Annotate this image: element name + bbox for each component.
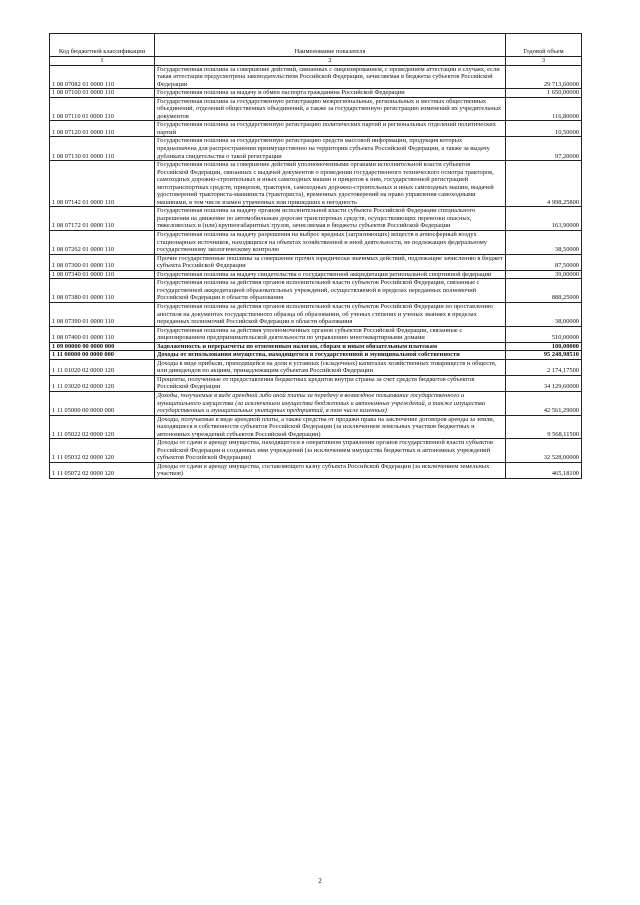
row-name: Государственная пошлина за государственную регистрацию средств массовой информации, продукция которых предназначена для распространения преимущественно на территории субъекта Российской Федерации, а также за выдачу дубликата свидетельства о такой регистрации <box>155 137 506 161</box>
row-amount: 1 650,00000 <box>506 89 582 98</box>
row-amount: 163,90000 <box>506 207 582 231</box>
row-amount: 116,80000 <box>506 97 582 121</box>
row-amount: 87,50000 <box>506 254 582 270</box>
table-row <box>50 254 582 270</box>
row-amount: 29 713,60000 <box>506 65 582 89</box>
page-number: 2 <box>318 877 322 885</box>
row-code: 1 11 05000 00 0000 000 <box>50 391 155 415</box>
row-code: 1 11 01020 02 0000 120 <box>50 359 155 375</box>
column-number-row <box>50 57 582 66</box>
row-name: Государственная пошлина за выдачу разрешения на выброс вредных (загрязняющих) веществ в атмосферный воздух стационарных источников, находящихся на объектах хозяйственной и иной деятельности, не подлежащих федеральному государственному экологическому контролю <box>155 231 506 255</box>
row-code: 1 08 07142 01 0000 110 <box>50 161 155 207</box>
header-amount: Годовой объем <box>506 34 582 57</box>
header-name: Наименование показателя <box>155 34 506 57</box>
row-amount: 97,20000 <box>506 137 582 161</box>
table-row <box>50 326 582 342</box>
row-name: Государственная пошлина за совершение действий, связанных с лицензированием, с проведением аттестации в случаях, если такая аттестация предусмотрена законодательством Российской Федерации, зачисляемая в бюджеты субъектов Российской Федерации <box>155 65 506 89</box>
row-amount: 38,00000 <box>506 302 582 326</box>
table-row <box>50 207 582 231</box>
table-row <box>50 302 582 326</box>
row-name: Прочие государственные пошлины за совершение прочих юридически значимых действий, подлежащие зачислению в бюджет субъекта Российской Федерации <box>155 254 506 270</box>
row-name: Доходы, получаемые в виде арендной платы, а также средства от продажи права на заключение договоров аренды за земли, находящиеся в собственности субъектов Российской Федерации (за исключением земельных участков бюджетных и автономных учреждений субъектов Российской Федерации) <box>155 415 506 439</box>
table-row <box>50 351 582 360</box>
row-code: 1 11 05022 02 0000 120 <box>50 415 155 439</box>
table-row <box>50 391 582 415</box>
row-code: 1 11 05032 02 0000 120 <box>50 439 155 463</box>
row-name: Государственная пошлина за выдачу и обмен паспорта гражданина Российской Федерации <box>155 89 506 98</box>
table-row <box>50 359 582 375</box>
row-amount: 39,00000 <box>506 270 582 279</box>
row-code: 1 11 00000 00 0000 000 <box>50 351 155 360</box>
row-code: 1 11 03020 02 0000 120 <box>50 375 155 391</box>
row-code: 1 08 07110 01 0000 110 <box>50 97 155 121</box>
row-amount: 100,00000 <box>506 342 582 351</box>
table-row <box>50 270 582 279</box>
row-name: Доходы от сдачи в аренду имущества, находящегося в оперативном управлении органов государственной власти субъектов Российской Федерации и созданных ими учреждений (за исключением имущества бюджетных и автономных учреждений субъектов Российской Федерации) <box>155 439 506 463</box>
row-name: Проценты, полученные от предоставления бюджетных кредитов внутри страны за счет средств бюджетов субъектов Российской Федерации <box>155 375 506 391</box>
row-amount: 34 129,60000 <box>506 375 582 391</box>
row-amount: 465,18100 <box>506 462 582 478</box>
row-code: 1 08 07340 01 0000 110 <box>50 270 155 279</box>
header-code: Код бюджетной классификации <box>50 34 155 57</box>
row-code: 1 08 07172 01 0000 110 <box>50 207 155 231</box>
row-amount: 32 528,00000 <box>506 439 582 463</box>
row-name: Государственная пошлина за выдачу свидетельства о государственной аккредитации региональной спортивной федерации <box>155 270 506 279</box>
row-amount: 4 998,25800 <box>506 161 582 207</box>
table-row <box>50 439 582 463</box>
row-code: 1 08 07400 01 0000 110 <box>50 326 155 342</box>
row-amount: 888,25000 <box>506 279 582 303</box>
table-row <box>50 65 582 89</box>
row-name: Государственная пошлина за действия органов исполнительной власти субъектов Российской Федерации по проставлению апостиля на документах государственного образца об образовании, об ученых степенях и ученых званиях в пределах переданных полномочий Российской Федерации в области образования <box>155 302 506 326</box>
table-row <box>50 97 582 121</box>
row-name: Доходы, получаемые в виде арендной либо иной платы за передачу в возмездное пользование государственного и муниципального имущества (за исключением имущества бюджетных и автономных учреждений, а также имущества государственных и муниципальных унитарных предприятий, в том числе казенных) <box>155 391 506 415</box>
row-code: 1 08 07300 01 0000 110 <box>50 254 155 270</box>
row-code: 1 08 07082 01 0000 110 <box>50 65 155 89</box>
row-amount: 10,50000 <box>506 121 582 137</box>
table-row <box>50 121 582 137</box>
row-amount: 9 568,11500 <box>506 415 582 439</box>
row-name: Государственная пошлина за действия органов исполнительной власти субъектов Российской Федерации, связанные с государственной аккредитацией образовательных учреждений, осуществляемой в пределах переданных полномочий Российской Федерации в области образования <box>155 279 506 303</box>
column-number: 3 <box>506 57 582 66</box>
table-row <box>50 161 582 207</box>
row-name: Государственная пошлина за выдачу органом исполнительной власти субъекта Российской Федерации специального разрешения на движение по автомобильным дорогам транспортных средств, осуществляющих перевозки опасных, тяжеловесных и (или) крупногабаритных грузов, зачисляемая в бюджеты субъектов Российской Федерации <box>155 207 506 231</box>
budget-revenue-table <box>49 33 582 479</box>
row-name: Доходы в виде прибыли, приходящейся на доли в уставных (складочных) капиталах хозяйственных товариществ и обществ, или дивидендов по акциям, принадлежащим субъектам Российской Федерации <box>155 359 506 375</box>
row-name: Государственная пошлина за государственную регистрацию межрегиональных, региональных и местных общественных объединений, отделений общественных объединений, а также за государственную регистрацию изменений их учредительных документов <box>155 97 506 121</box>
table-row <box>50 137 582 161</box>
row-amount: 510,00000 <box>506 326 582 342</box>
row-name: Доходы от использования имущества, находящегося в государственной и муниципальной собственности <box>155 351 506 360</box>
row-code: 1 08 07380 01 0000 110 <box>50 279 155 303</box>
table-row <box>50 89 582 98</box>
row-code: 1 09 00000 00 0000 000 <box>50 342 155 351</box>
column-number: 1 <box>50 57 155 66</box>
row-name: Задолженность и перерасчеты по отмененным налогам, сборам и иным обязательным платежам <box>155 342 506 351</box>
table-row <box>50 279 582 303</box>
row-name: Государственная пошлина за совершение действий уполномоченными органами исполнительной власти субъектов Российской Федерации, связанных с выдачей документов о проведении государственного технического осмотра тракторов, самоходных дорожно-строительных и иных самоходных машин и прицепов к ним, государственной регистрацией мототранспортных средств, прицепов, тракторов, самоходных дорожно-строительных и иных самоходных машин, выдачей удостоверений тракториста-машиниста (тракториста), временных удостоверений на право управления самоходными машинами, в том числе взамен утраченных или пришедших в негодность <box>155 161 506 207</box>
row-amount: 95 248,98510 <box>506 351 582 360</box>
row-name: Государственная пошлина за действия уполномоченных органов субъектов Российской Федерации, связанные с лицензированием предпринимательской деятельности по управлению многоквартирными домами <box>155 326 506 342</box>
column-number: 2 <box>155 57 506 66</box>
row-code: 1 08 07130 01 0000 110 <box>50 137 155 161</box>
row-amount: 2 174,17500 <box>506 359 582 375</box>
row-name: Доходы от сдачи в аренду имущества, составляющего казну субъекта Российской Федерации (за исключением земельных участков) <box>155 462 506 478</box>
row-code: 1 08 07390 01 0000 110 <box>50 302 155 326</box>
row-code: 1 08 07262 01 0000 110 <box>50 231 155 255</box>
table-row <box>50 375 582 391</box>
row-code: 1 08 07120 01 0000 110 <box>50 121 155 137</box>
table-header-row <box>50 34 582 57</box>
table-row <box>50 342 582 351</box>
row-code: 1 11 05072 02 0000 120 <box>50 462 155 478</box>
row-amount: 38,50000 <box>506 231 582 255</box>
table-row <box>50 231 582 255</box>
row-code: 1 08 07100 01 0000 110 <box>50 89 155 98</box>
row-amount: 42 561,29000 <box>506 391 582 415</box>
row-name: Государственная пошлина за государственную регистрацию политических партий и региональных отделений политических партий <box>155 121 506 137</box>
table-row <box>50 462 582 478</box>
table-row <box>50 415 582 439</box>
